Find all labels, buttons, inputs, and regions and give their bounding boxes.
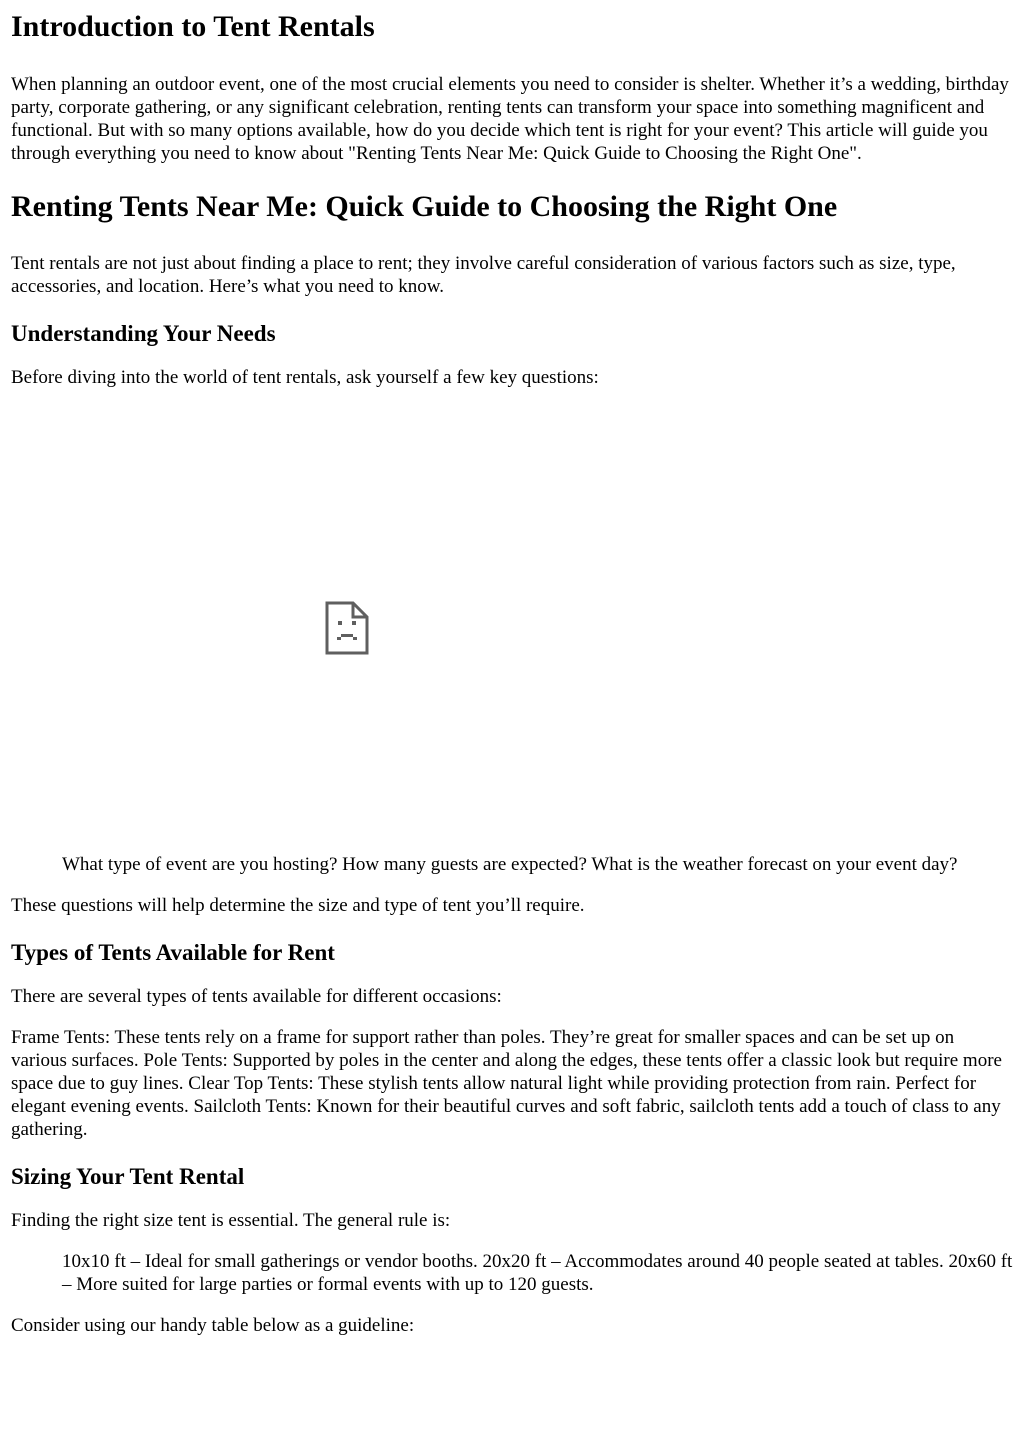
- main-paragraph: Tent rentals are not just about finding a place to rent; they involve careful consideration of various factors such as size, type, accessories, and location. Here’s what you need to know.: [11, 253, 956, 297]
- broken-image-icon: [325, 601, 369, 655]
- article-image: [11, 405, 681, 835]
- sizing-heading: Sizing Your Tent Rental: [11, 1164, 245, 1189]
- needs-paragraph: Before diving into the world of tent rentals, ask yourself a few key questions:: [11, 367, 599, 388]
- questions-list: What type of event are you hosting? How many guests are expected? What is the weather forecast on your event day?: [62, 854, 958, 875]
- types-heading: Types of Tents Available for Rent: [11, 940, 335, 965]
- types-paragraph: There are several types of tents available for different occasions:: [11, 986, 502, 1007]
- sizes-list: 10x10 ft – Ideal for small gatherings or vendor booths. 20x20 ft – Accommodates around 40 people seated at tables. 20x60 ft – More suited for large parties or formal events with up to 120 guests.: [62, 1251, 1013, 1295]
- table-intro: Consider using our handy table below as a guideline:: [11, 1315, 415, 1336]
- article: [0, 10, 1024, 1337]
- tent-types-list: Frame Tents: These tents rely on a frame for support rather than poles. They’re great for smaller spaces and can be set up on various surfaces. Pole Tents: Supported by poles in the center and along the edges, these tents offer a classic look but require more space due to guy lines. Clear Top Tents: These stylish tents allow natural light while providing protection from rain. Perfect for elegant evening events. Sailcloth Tents: Known for their beautiful curves and soft fabric, sailcloth tents add a touch of class to any gathering.: [11, 1027, 1002, 1140]
- main-heading: Renting Tents Near Me: Quick Guide to Choosing the Right One: [11, 190, 838, 223]
- intro-paragraph: When planning an outdoor event, one of the most crucial elements you need to consider is shelter. Whether it’s a wedding, birthday party, corporate gathering, or any significant celebration, renting tents can transform your space into something magnificent and functional. But with so many options available, how do you decide which tent is right for your event? This article will guide you through everything you need to know about "Renting Tents Near Me: Quick Guide to Choosing the Right One".: [11, 74, 1009, 164]
- needs-followup: These questions will help determine the size and type of tent you’ll require.: [11, 895, 585, 916]
- sizing-paragraph: Finding the right size tent is essential. The general rule is:: [11, 1210, 451, 1231]
- intro-heading: Introduction to Tent Rentals: [11, 10, 375, 43]
- needs-heading: Understanding Your Needs: [11, 321, 276, 346]
